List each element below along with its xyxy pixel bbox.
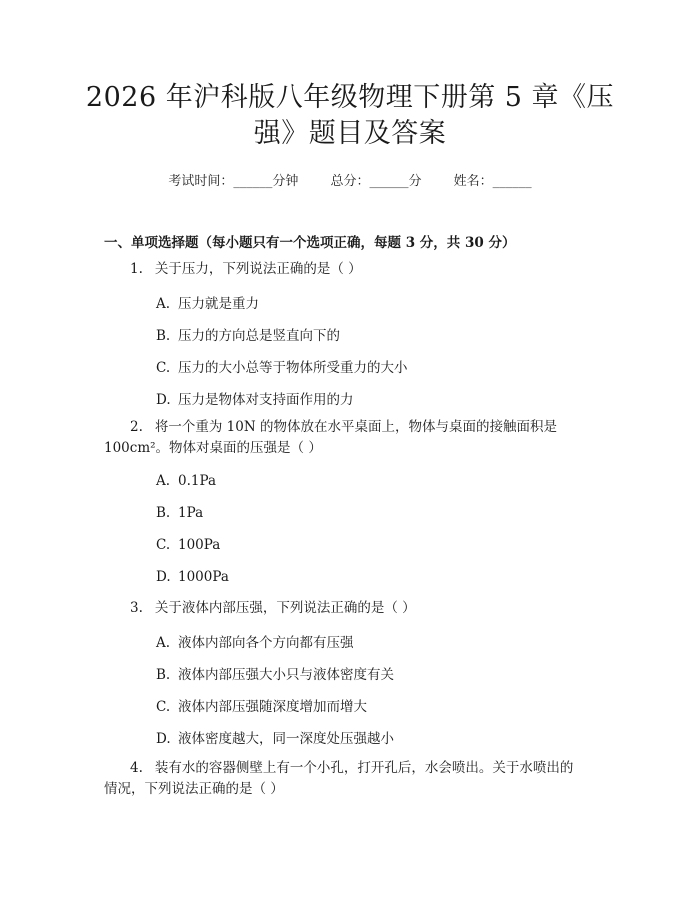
option-text: 压力的方向总是竖直向下的: [178, 328, 340, 344]
option-text: 1Pa: [178, 505, 204, 521]
option-2d: [156, 569, 229, 585]
option-text: 液体内部压强大小只与液体密度有关: [178, 667, 394, 683]
option-text: 1000Pa: [178, 569, 229, 585]
option-1d: [156, 388, 354, 408]
option-3d: [156, 727, 394, 747]
option-3b: [156, 663, 394, 683]
option-2a: [156, 473, 216, 489]
option-text: 液体密度越大，同一深度处压强越小: [178, 731, 394, 747]
question-text: 关于压力，下列说法正确的是（ ）: [154, 261, 362, 277]
option-text: 液体内部向各个方向都有压强: [178, 635, 354, 651]
exam-time: 考试时间：______分钟: [168, 174, 299, 189]
question-number: 3.: [130, 600, 143, 616]
option-1b: [156, 324, 340, 344]
question-number: 1.: [130, 261, 143, 277]
option-letter: D.: [156, 569, 171, 585]
option-text: 压力就是重力: [178, 296, 259, 312]
option-letter: B.: [156, 667, 171, 683]
option-letter: A.: [156, 635, 171, 651]
question-2: [104, 417, 574, 459]
option-letter: C.: [156, 537, 171, 553]
question-1: [104, 259, 604, 280]
title-line-2: 强》题目及答案: [253, 118, 447, 149]
option-text: 0.1Pa: [178, 473, 216, 489]
student-name: 姓名：______: [453, 174, 532, 189]
option-3c: [156, 695, 367, 715]
question-4: [104, 758, 584, 800]
option-letter: D.: [156, 392, 171, 408]
option-letter: B.: [156, 505, 171, 521]
section-title: 一、单项选择题（每小题只有一个选项正确，每题 3 分，共 30 分）: [104, 235, 516, 251]
option-letter: C.: [156, 360, 171, 376]
page-title: [70, 80, 630, 152]
option-letter: D.: [156, 731, 171, 747]
option-2b: [156, 505, 203, 521]
question-3: [104, 598, 604, 619]
question-number: 4.: [130, 760, 143, 776]
option-3a: [156, 631, 354, 651]
question-text: 关于液体内部压强，下列说法正确的是（ ）: [154, 600, 416, 616]
exam-score: 总分：______分: [330, 174, 422, 189]
question-number: 2.: [130, 419, 143, 435]
option-text: 压力的大小总等于物体所受重力的大小: [178, 360, 408, 376]
option-letter: A.: [156, 473, 171, 489]
option-text: 液体内部压强随深度增加而增大: [178, 699, 367, 715]
question-text: 装有水的容器侧壁上有一个小孔，打开孔后，水会喷出。关于水喷出的情况，下列说法正确的是（ ）: [104, 760, 574, 797]
option-text: 压力是物体对支持面作用的力: [178, 392, 354, 408]
option-letter: A.: [156, 296, 171, 312]
option-2c: [156, 537, 220, 553]
option-text: 100Pa: [178, 537, 221, 553]
option-1c: [156, 356, 408, 376]
option-letter: C.: [156, 699, 171, 715]
question-text: 将一个重为 10N 的物体放在水平桌面上，物体与桌面的接触面积是 100cm²。物体对桌面的压强是（ ）: [104, 419, 557, 456]
title-line-1: 2026 年沪科版八年级物理下册第 5 章《压: [85, 82, 615, 113]
exam-meta: [0, 170, 700, 189]
option-letter: B.: [156, 328, 171, 344]
option-1a: [156, 292, 259, 312]
